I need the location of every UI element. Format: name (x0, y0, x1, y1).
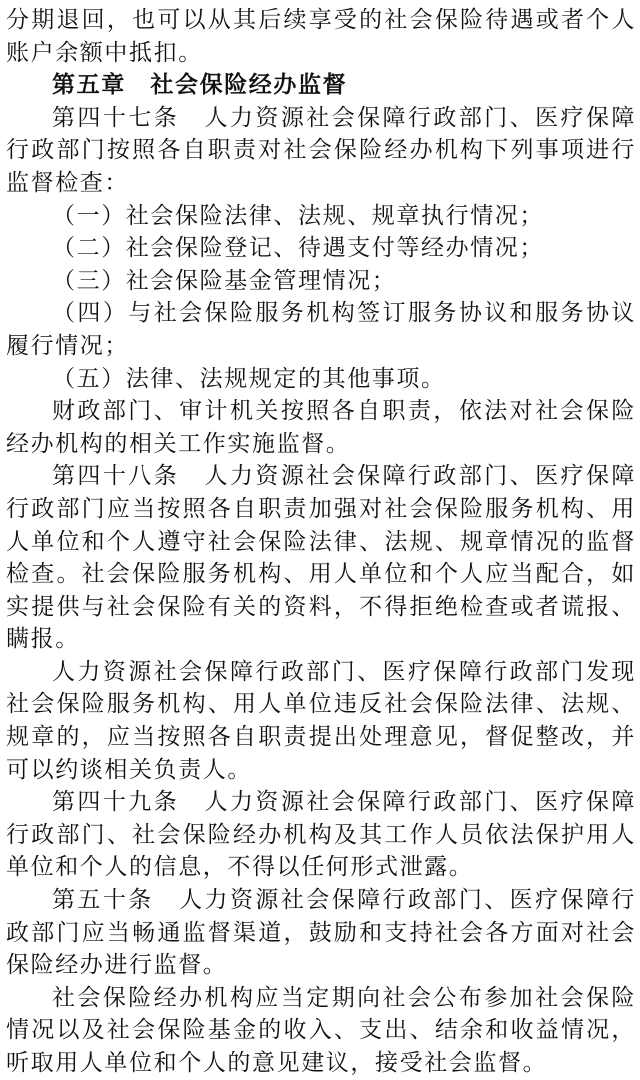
list-item: （五）法律、法规规定的其他事项。 (52, 365, 446, 392)
article-48: 第四十八条 人力资源社会保障行政部门、医疗保障行政部门应当按照各自职责加强对社会保险服务机构、用人单位和个人遵守社会保险法律、法规、规章情况的监督检查。社会保险服务机构、用人单位和个人应当配合，如实提供与社会保险有关的资料，不得拒绝检查或者谎报、瞒报。 (6, 463, 636, 653)
article-47: 第四十七条 人力资源社会保障行政部门、医疗保障行政部门按照各自职责对社会保险经办机构下列事项进行监督检查： (6, 104, 636, 196)
list-item: （二）社会保险登记、待遇支付等经办情况； (52, 235, 544, 262)
list-item: （三）社会保险基金管理情况； (52, 267, 397, 294)
list-item: （四）与社会保险服务机构签订服务协议和服务协议履行情况； (6, 300, 636, 359)
paragraph: 财政部门、审计机关按照各自职责，依法对社会保险经办机构的相关工作实施监督。 (6, 398, 636, 457)
article-50: 第五十条 人力资源社会保障行政部门、医疗保障行政部门应当畅通监督渠道，鼓励和支持社会各方面对社会保险经办进行监督。 (6, 887, 636, 979)
paragraph: 人力资源社会保障行政部门、医疗保障行政部门发现社会保险服务机构、用人单位违反社会保险法律、法规、规章的，应当按照各自职责提出处理意见，督促整改，并可以约谈相关负责人。 (6, 658, 636, 783)
chapter-heading: 第五章 社会保险经办监督 (52, 72, 348, 99)
list-item: （一）社会保险法律、法规、规章执行情况； (52, 202, 544, 229)
document-page (6, 4, 636, 1080)
paragraph-continuation: 分期退回，也可以从其后续享受的社会保险待遇或者个人账户余额中抵扣。 (6, 7, 636, 66)
paragraph: 社会保险经办机构应当定期向社会公布参加社会保险情况以及社会保险基金的收入、支出、结余和收益情况，听取用人单位和个人的意见建议，接受社会监督。 (6, 984, 636, 1076)
article-49: 第四十九条 人力资源社会保障行政部门、医疗保障行政部门、社会保险经办机构及其工作人员依法保护用人单位和个人的信息，不得以任何形式泄露。 (6, 789, 636, 881)
